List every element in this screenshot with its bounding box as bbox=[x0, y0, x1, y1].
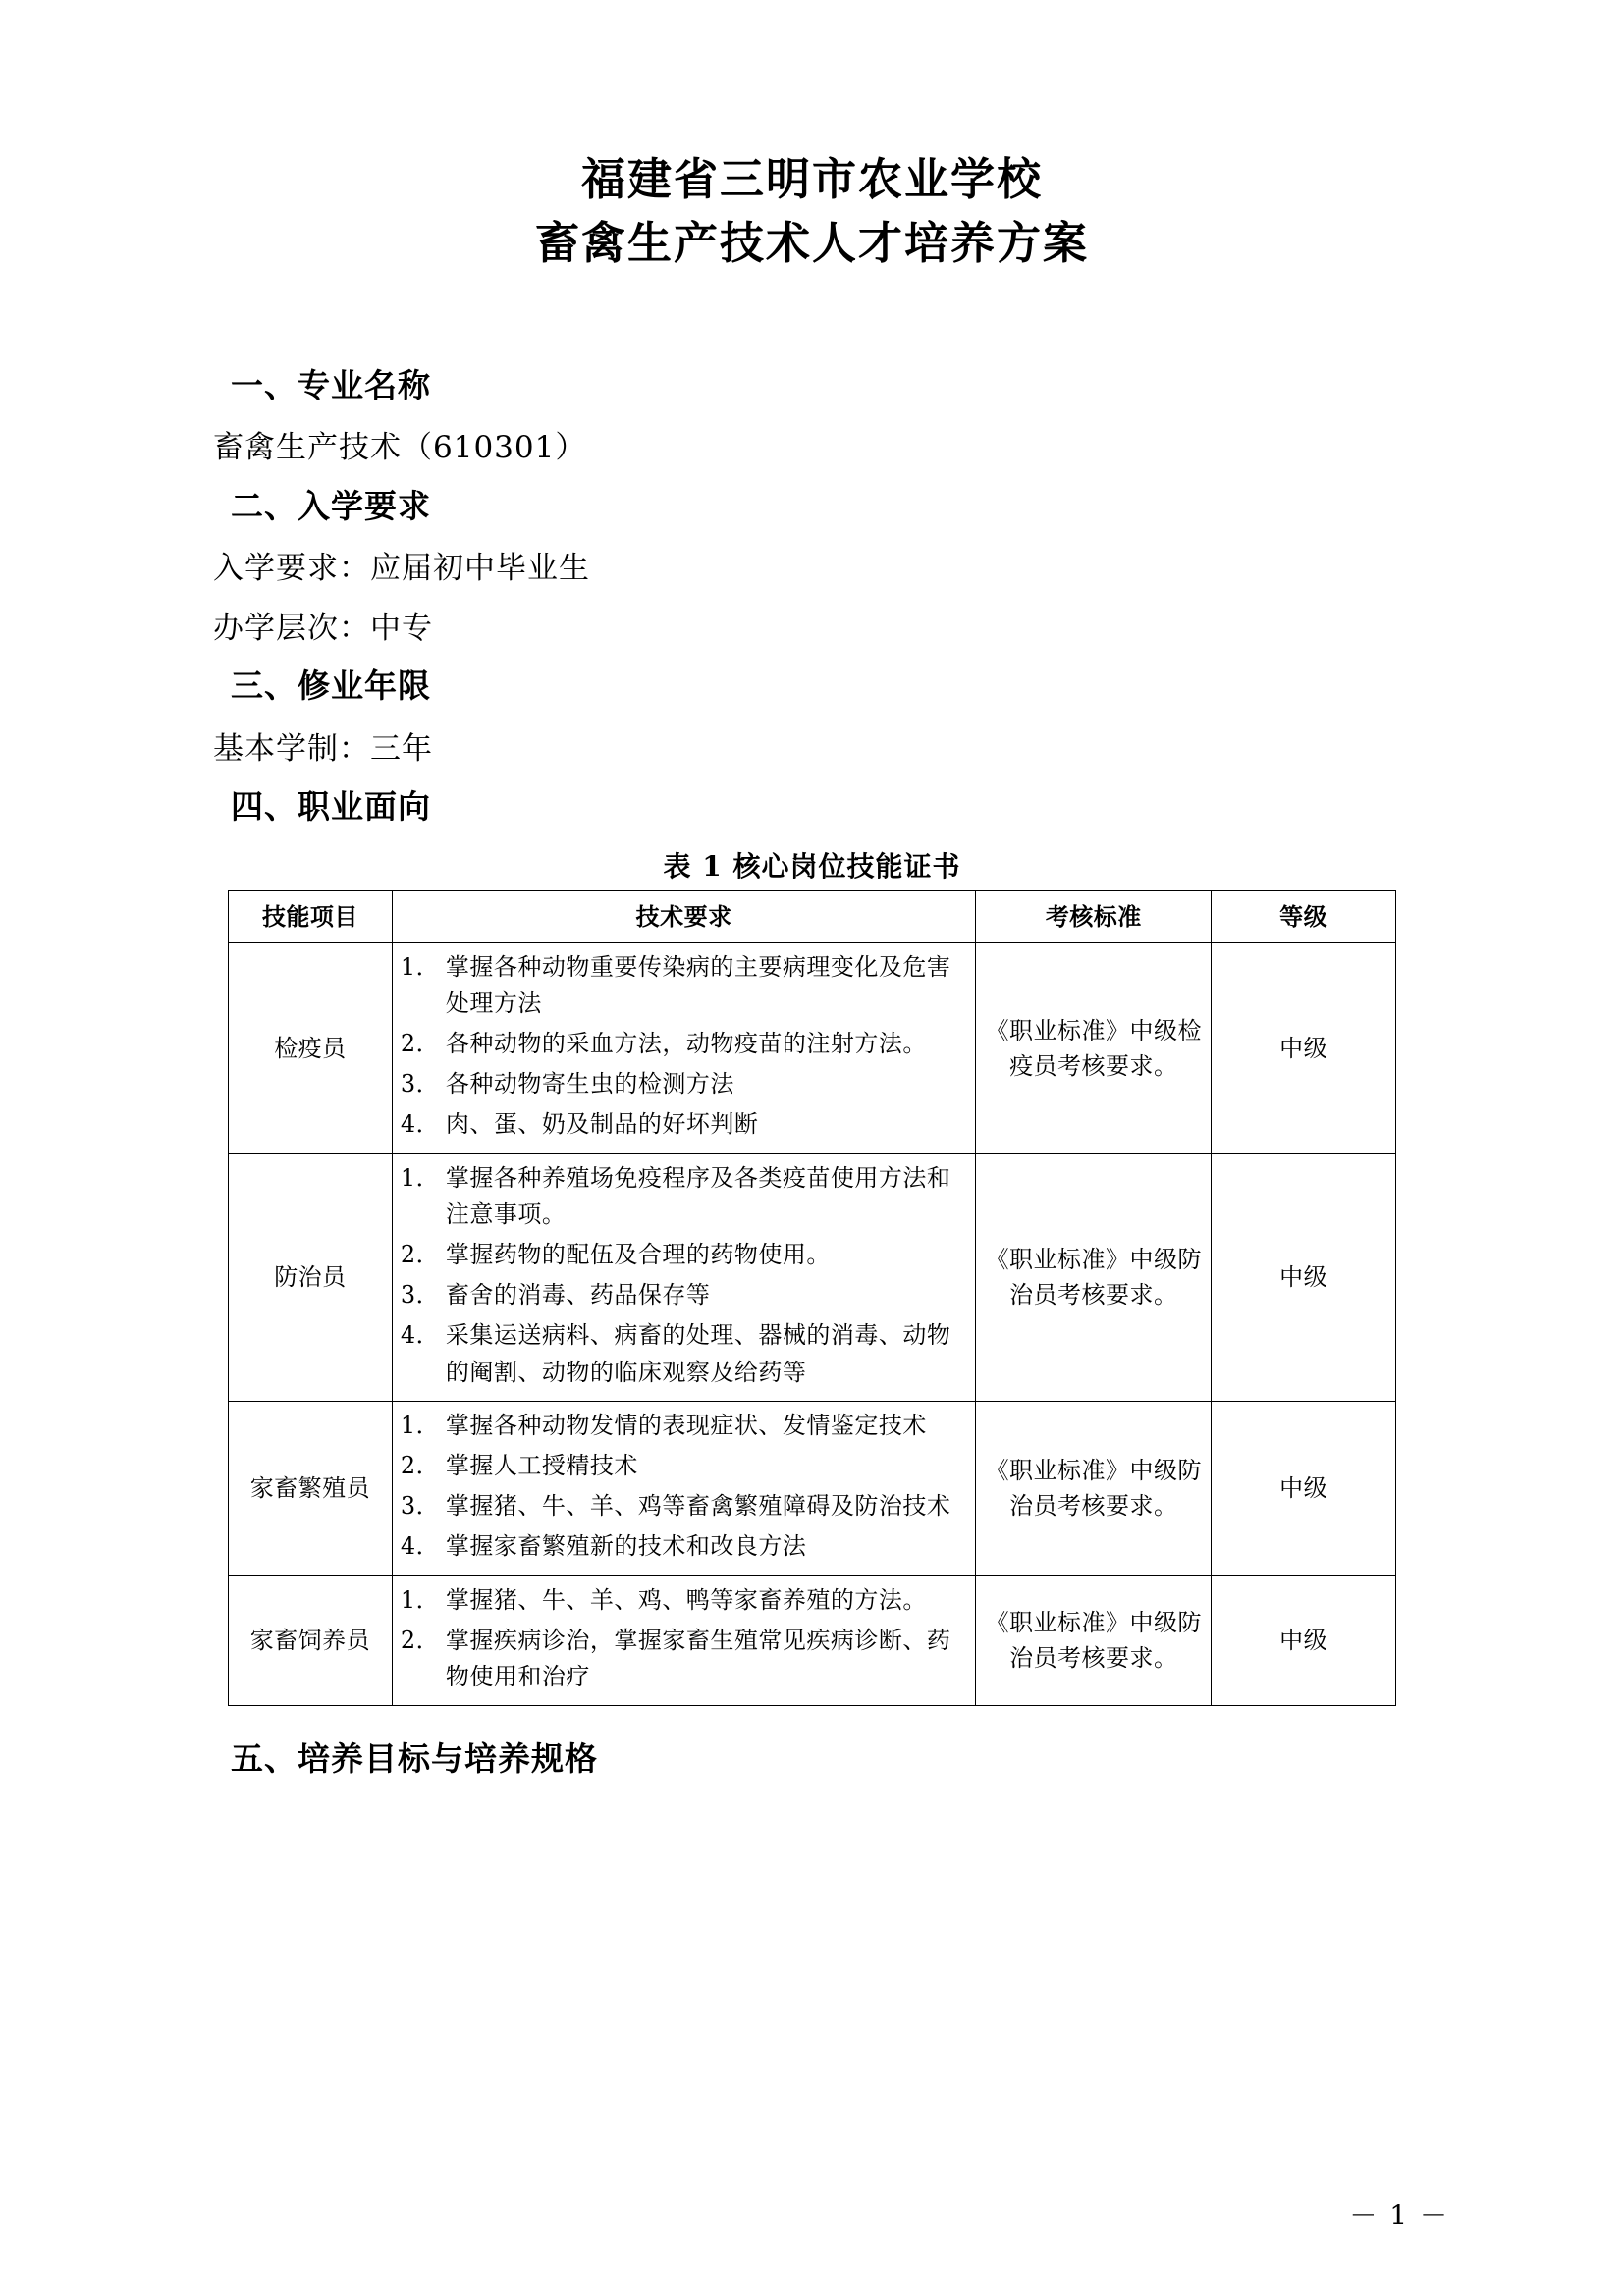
table-row bbox=[229, 942, 1396, 1153]
cell-tech-requirement bbox=[392, 1575, 976, 1706]
list-item-text: 掌握各种养殖场免疫程序及各类疫苗使用方法和注意事项。 bbox=[445, 1163, 951, 1228]
list-item bbox=[401, 1106, 968, 1143]
list-item bbox=[401, 949, 968, 1022]
list-item bbox=[401, 1623, 968, 1695]
title-line-1: 福建省三明市农业学校 bbox=[580, 153, 1043, 205]
list-item bbox=[401, 1066, 968, 1102]
core-skill-certificates-table bbox=[228, 890, 1396, 1706]
list-item-text: 掌握猪、牛、羊、鸡、鸭等家畜养殖的方法。 bbox=[445, 1585, 927, 1614]
page-number: － 1 － bbox=[1349, 2199, 1449, 2231]
cell-assessment-standard: 《职业标准》中级检疫员考核要求。 bbox=[976, 942, 1212, 1153]
list-item-text: 掌握疾病诊治，掌握家畜生殖常见疾病诊断、药物使用和治疗 bbox=[445, 1626, 951, 1690]
list-item-number: 1． bbox=[400, 1163, 441, 1192]
list-item-number: 4． bbox=[400, 1110, 441, 1139]
list-item-text: 采集运送病料、病畜的处理、器械的消毒、动物的阉割、动物的临床观察及给药等 bbox=[445, 1321, 951, 1386]
list-item bbox=[401, 1448, 968, 1484]
list-item bbox=[401, 1237, 968, 1273]
column-header-assessment-standard: 考核标准 bbox=[976, 890, 1212, 942]
cell-skill-item: 家畜繁殖员 bbox=[229, 1401, 393, 1575]
column-header-tech-requirement: 技术要求 bbox=[392, 890, 976, 942]
list-item bbox=[401, 1160, 968, 1233]
cell-level: 中级 bbox=[1212, 942, 1396, 1153]
cell-level: 中级 bbox=[1212, 1153, 1396, 1401]
requirement-list bbox=[401, 949, 968, 1144]
list-item-number: 3． bbox=[400, 1070, 441, 1098]
cell-assessment-standard: 《职业标准》中级防治员考核要求。 bbox=[976, 1401, 1212, 1575]
list-item-text: 各种动物的采血方法，动物疫苗的注射方法。 bbox=[445, 1030, 927, 1058]
cell-assessment-standard: 《职业标准》中级防治员考核要求。 bbox=[976, 1575, 1212, 1706]
section-heading-4: 四、职业面向 bbox=[231, 786, 431, 826]
list-item-number: 1． bbox=[400, 1411, 441, 1439]
list-item-number: 3． bbox=[400, 1281, 441, 1309]
list-item-number: 2． bbox=[400, 1241, 441, 1268]
title-line-2: 畜禽生产技术人才培养方案 bbox=[534, 217, 1089, 270]
list-item-text: 掌握各种动物重要传染病的主要病理变化及危害处理方法 bbox=[445, 952, 951, 1017]
cell-level: 中级 bbox=[1212, 1575, 1396, 1706]
list-item bbox=[401, 1582, 968, 1619]
page-title bbox=[172, 147, 1452, 276]
section-heading-2: 二、入学要求 bbox=[231, 486, 431, 525]
table-caption: 表 1 核心岗位技能证书 bbox=[663, 849, 961, 882]
requirement-list bbox=[401, 1408, 968, 1566]
list-item-number: 2． bbox=[400, 1451, 441, 1479]
cell-skill-item: 家畜饲养员 bbox=[229, 1575, 393, 1706]
list-item-text: 掌握各种动物发情的表现症状、发情鉴定技术 bbox=[445, 1411, 927, 1439]
section-heading-5: 五、培养目标与培养规格 bbox=[231, 1739, 598, 1779]
list-item-text: 掌握人工授精技术 bbox=[445, 1451, 638, 1479]
list-item-number: 3． bbox=[400, 1492, 441, 1521]
list-item bbox=[401, 1528, 968, 1565]
table-row bbox=[229, 1401, 1396, 1575]
list-item bbox=[401, 1408, 968, 1444]
list-item bbox=[401, 1488, 968, 1524]
list-item-number: 1． bbox=[400, 952, 441, 981]
section-2-text-1: 入学要求：应届初中毕业生 bbox=[213, 551, 590, 587]
table-row bbox=[229, 1153, 1396, 1401]
section-heading-1: 一、专业名称 bbox=[231, 365, 431, 404]
list-item bbox=[401, 1026, 968, 1062]
list-item-number: 4． bbox=[400, 1532, 441, 1561]
cell-tech-requirement bbox=[392, 1401, 976, 1575]
list-item-text: 掌握家畜繁殖新的技术和改良方法 bbox=[445, 1532, 807, 1561]
section-1-text: 畜禽生产技术（610301） bbox=[213, 430, 587, 466]
table-row bbox=[229, 1575, 1396, 1706]
list-item-text: 各种动物寄生虫的检测方法 bbox=[445, 1070, 734, 1098]
section-2-text-2: 办学层次：中专 bbox=[213, 610, 433, 646]
list-item bbox=[401, 1277, 968, 1313]
list-item-text: 掌握药物的配伍及合理的药物使用。 bbox=[445, 1241, 831, 1268]
list-item-number: 4． bbox=[400, 1321, 441, 1350]
list-item bbox=[401, 1317, 968, 1390]
column-header-skill-item: 技能项目 bbox=[229, 890, 393, 942]
column-header-level: 等级 bbox=[1212, 890, 1396, 942]
cell-tech-requirement bbox=[392, 1153, 976, 1401]
table-body bbox=[229, 942, 1396, 1705]
list-item-text: 畜舍的消毒、药品保存等 bbox=[445, 1281, 711, 1309]
cell-level: 中级 bbox=[1212, 1401, 1396, 1575]
cell-skill-item: 检疫员 bbox=[229, 942, 393, 1153]
requirement-list bbox=[401, 1582, 968, 1696]
list-item-text: 肉、蛋、奶及制品的好坏判断 bbox=[445, 1110, 759, 1139]
cell-skill-item: 防治员 bbox=[229, 1153, 393, 1401]
list-item-text: 掌握猪、牛、羊、鸡等畜禽繁殖障碍及防治技术 bbox=[445, 1492, 951, 1521]
cell-assessment-standard: 《职业标准》中级防治员考核要求。 bbox=[976, 1153, 1212, 1401]
section-heading-3: 三、修业年限 bbox=[231, 666, 431, 705]
section-3-text: 基本学制：三年 bbox=[213, 730, 433, 767]
list-item-number: 1． bbox=[400, 1585, 441, 1614]
title-spacer bbox=[172, 284, 1452, 360]
list-item-number: 2． bbox=[400, 1626, 441, 1654]
cell-tech-requirement bbox=[392, 942, 976, 1153]
table-header-row bbox=[229, 890, 1396, 942]
requirement-list bbox=[401, 1160, 968, 1391]
list-item-number: 2． bbox=[400, 1030, 441, 1058]
